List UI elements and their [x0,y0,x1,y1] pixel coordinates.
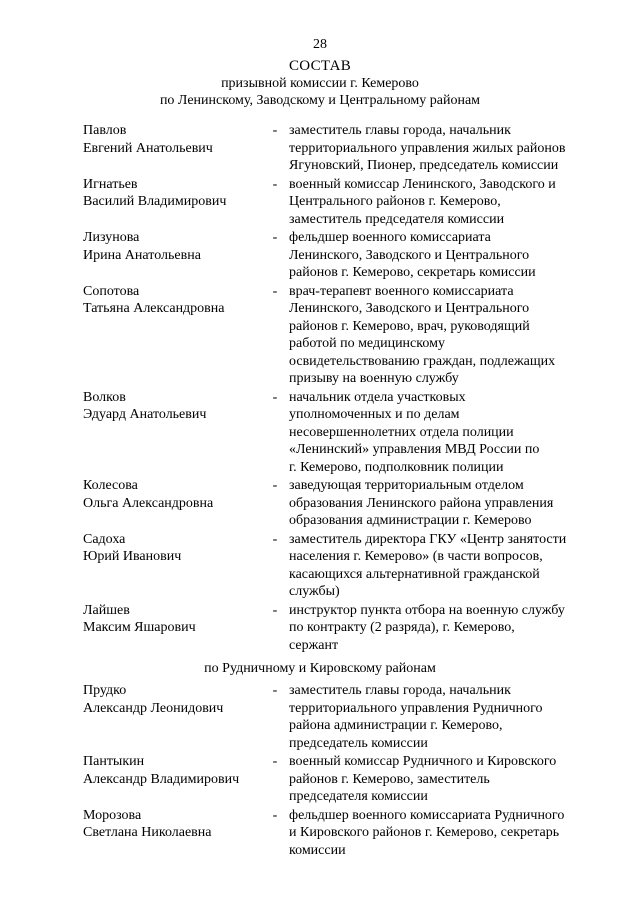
member-name-line: Прудко [83,683,127,698]
member-role-line: и Кировского районов г. Кемерово, секретарь [289,825,560,840]
member-name-line: Александр Владимирович [83,771,240,787]
member-dash: - [272,176,278,192]
member-role-line: образования Ленинского района управления [289,495,554,511]
member-role [287,283,591,388]
member-row [83,682,593,752]
member-role-line: касающихся альтернативной гражданской [289,566,540,582]
member-name-line: Пантыкин [83,754,145,769]
member-name-line: Светлана Николаевна [83,825,212,840]
document-title: СОСТАВ [288,58,352,74]
member-role-line: населения г. Кемерово» (в части вопросов, [289,549,543,564]
member-dash: - [272,230,278,245]
member-row [83,389,593,477]
member-role-line: района администрации г. Кемерово, [289,718,503,733]
member-role-line: фельдшер военного комиссариата [289,230,491,245]
page-number: 28 [313,37,327,52]
member-role [287,807,591,860]
member-name-line: Евгений Анатольевич [83,140,213,156]
member-name-line: Павлов [83,123,127,138]
member-role-line: Ленинского, Заводского и Центрального [289,247,530,263]
member-role [287,229,591,282]
member-name-line: Эдуард Анатольевич [83,407,207,422]
member-role-line: военный комиссар Ленинского, Заводского и [289,176,556,192]
member-name-line: Сопотова [83,283,140,299]
member-dash: - [272,602,278,618]
member-name-line: Василий Владимирович [83,194,227,209]
member-role-line: сержант [289,637,339,653]
member-name [83,477,263,512]
member-role-line: военный комиссар Рудничного и Кировского [289,754,557,769]
member-name-line: Волков [83,389,126,405]
member-role-line: заместитель главы города, начальник [289,123,511,138]
member-role-line: образования администрации г. Кемерово [289,513,532,528]
member-role-line: заведующая территориальным отделом [289,478,524,493]
member-role-line: врач-терапевт военного комиссариата [289,283,514,299]
member-row [83,753,593,806]
member-role-line: председатель комиссии [289,735,428,751]
member-role-line: службы) [289,584,340,599]
member-role-line: инструктор пункта отбора на военную службу [289,602,565,618]
member-name [83,229,263,264]
member-row [83,283,593,388]
member-row [83,602,593,655]
member-dash: - [272,754,278,769]
member-role-line: фельдшер военного комиссариата Рудничного [289,807,565,823]
member-name [83,389,263,424]
document-subtitle-line-1: призывной комиссии г. Кемерово [221,76,419,91]
member-role-line: заместитель главы города, начальник [289,683,511,698]
member-name [83,602,263,637]
member-role-line: освидетельствованию граждан, подлежащих [289,353,556,369]
member-role-line: заместитель директора ГКУ «Центр занятости [289,531,567,547]
member-dash: - [272,683,278,698]
section-leninsky [83,122,593,654]
member-role [287,682,591,752]
member-name [83,176,263,211]
member-role [287,531,591,601]
member-role-line: территориального управления Рудничного [289,700,543,716]
member-name-line: Лайшев [83,602,130,618]
member-name [83,682,263,717]
member-role-line: г. Кемерово, подполковник полиции [289,459,504,475]
document-subtitle-line-2: по Ленинскому, Заводскому и Центральному районам [159,93,481,108]
member-role [287,389,591,477]
member-name-line: Максим Яшарович [83,620,196,635]
member-role-line: работой по медицинскому [289,336,445,351]
member-role-line: по контракту (2 разряда), г. Кемерово, [289,620,515,635]
member-role [287,753,591,806]
member-row [83,807,593,860]
member-name-line: Александр Леонидович [83,700,224,716]
member-row [83,122,593,175]
member-name [83,122,263,157]
member-role-line: Ленинского, Заводского и Центрального [289,301,530,316]
member-name [83,807,263,842]
member-role-line: заместитель председателя комиссии [289,211,505,227]
title-block [0,57,640,109]
member-row [83,477,593,530]
member-name [83,753,263,788]
member-dash: - [272,123,278,138]
member-name-line: Ольга Александровна [83,495,214,511]
member-name [83,531,263,566]
member-name-line: Морозова [83,807,142,823]
member-dash: - [272,531,278,547]
member-role-line: несовершеннолетних отдела полиции [289,424,514,440]
member-name-line: Ирина Анатольевна [83,247,201,263]
member-name-line: Садоха [83,531,126,547]
section-heading-rudnichny: по Рудничному и Кировскому районам [204,661,436,676]
member-role-line: уполномоченных и по делам [289,407,460,422]
member-name-line: Юрий Иванович [83,549,182,564]
member-row [83,531,593,601]
member-dash: - [272,478,278,493]
member-role [287,602,591,655]
member-role-line: территориального управления жилых районов [289,140,566,156]
member-name-line: Игнатьев [83,176,138,192]
member-role-line: районов г. Кемерово, врач, руководящий [289,318,530,334]
member-name [83,283,263,318]
member-role-line: районов г. Кемерово, заместитель [289,771,490,787]
member-name-line: Лизунова [83,230,140,245]
section-rudnichny [83,682,593,859]
member-role-line: Центрального районов г. Кемерово, [289,194,501,209]
member-row [83,176,593,229]
member-role [287,122,591,175]
member-role-line: комиссии [289,842,346,858]
member-role [287,477,591,530]
member-role-line: председателя комиссии [289,789,428,804]
member-dash: - [272,807,278,823]
member-role-line: начальник отдела участковых [289,389,466,405]
member-dash: - [272,389,278,405]
member-role-line: «Ленинский» управления МВД России по [289,442,540,457]
member-row [83,229,593,282]
member-role [287,176,591,229]
member-name-line: Татьяна Александровна [83,301,225,316]
member-role-line: призыву на военную службу [289,371,459,386]
member-dash: - [272,283,278,299]
member-role-line: Ягуновский, Пионер, председатель комиссии [289,158,559,173]
member-name-line: Колесова [83,478,138,493]
member-role-line: районов г. Кемерово, секретарь комиссии [289,265,536,280]
